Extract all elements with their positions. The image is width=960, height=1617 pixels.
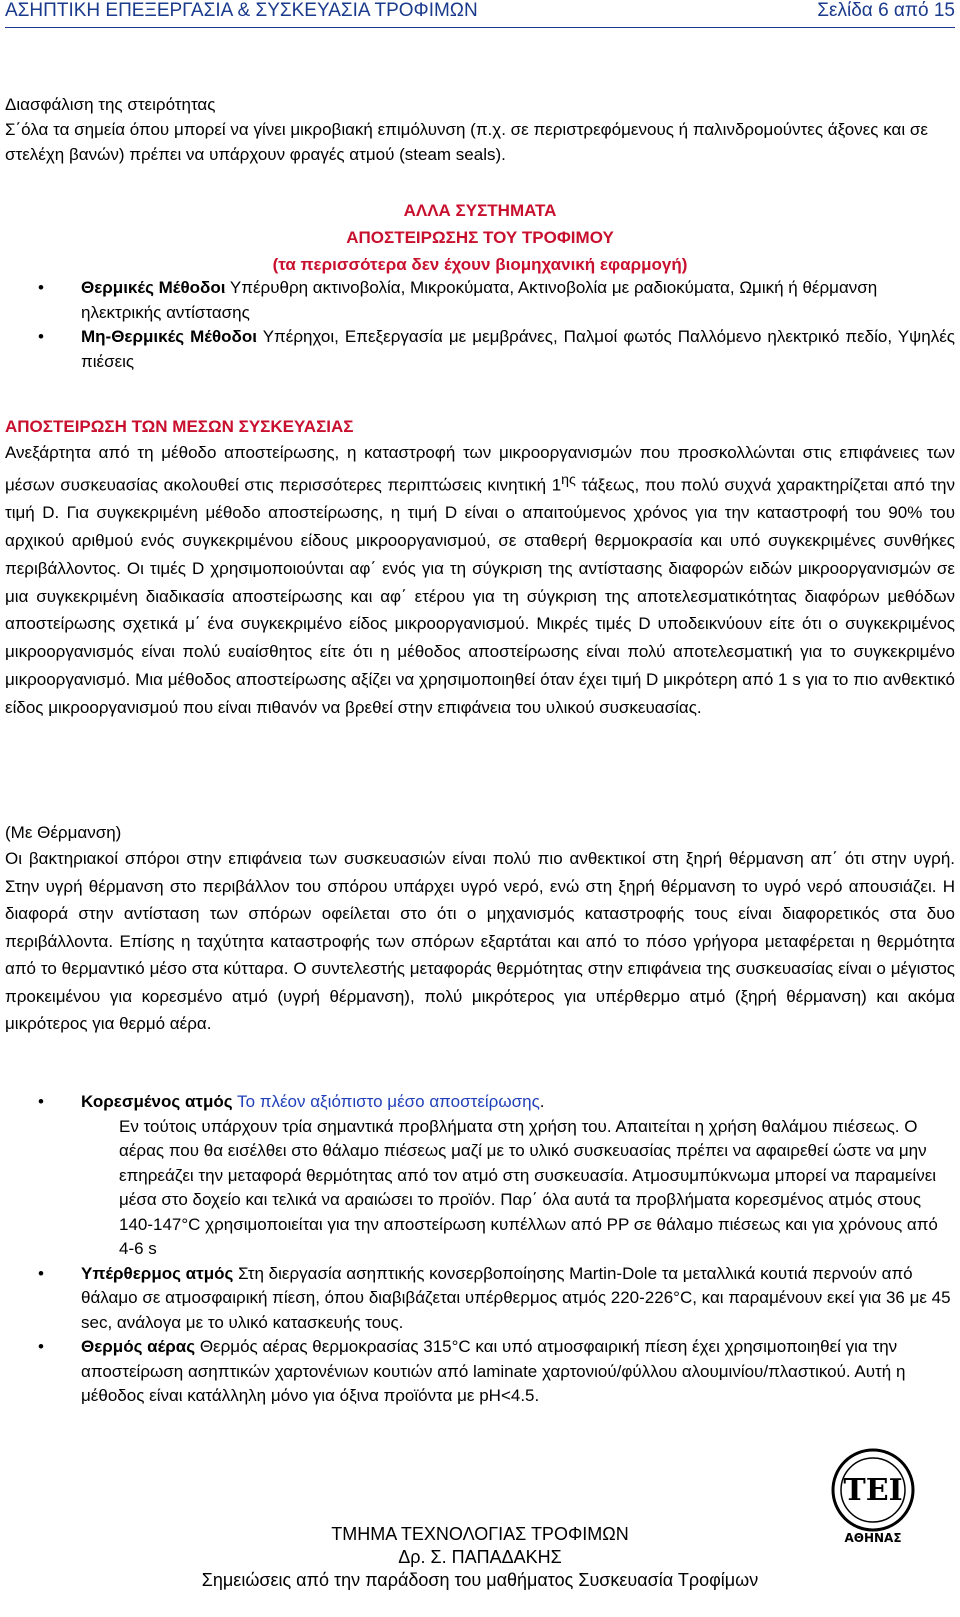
method-highlight: Το πλέον αξιόπιστο μέσο αποστείρωσης xyxy=(237,1092,540,1111)
list-item xyxy=(5,325,955,374)
page-footer xyxy=(5,1523,955,1592)
other-systems-subtitle: (τα περισσότερα δεν έχουν βιομηχανική εφαρμογή) xyxy=(272,255,688,274)
list-item xyxy=(5,1262,955,1336)
method-text: Θερμός αέρας θερμοκρασίας 315°C και υπό ατμοσφαιρική πίεση έχει χρησιμοποιηθεί για την αποστείρωση ασηπτικών χαρτονένιων κουτιών από laminate χαρτονιού/φύλλου αλουμινίου/πλαστικού. Αυτή η μέθοδος είναι κατάλληλη μόνο για όξινα προϊόντα με pH<4.5. xyxy=(81,1337,906,1405)
list-item xyxy=(5,1335,955,1409)
header-title: ΑΣΗΠΤΙΚΗ ΕΠΕΞΕΡΓΑΣΙΑ & ΣΥΣΚΕΥΑΣΙΑ ΤΡΟΦΙΜΩΝ xyxy=(5,0,478,21)
method-text: Στη διεργασία ασηπτικής κονσερβοποίησης Martin-Dole τα μεταλλικά κουτιά περνούν από θάλαμο σε ατμοσφαιρική πίεση, όπου διαβιβάζεται υπέρθερμος ατμός 220-226°C, και παραμένουν εκεί για 36 με 45 sec, ανάλογα με το υλικό κατασκευής τους. xyxy=(81,1263,951,1332)
methods-list xyxy=(5,1090,955,1409)
footer-line-3: Σημειώσεις από την παράδοση του μαθήματος Συσκευασία Τροφίμων xyxy=(201,1570,759,1590)
intro-heading: Διασφάλιση της στειρότητας xyxy=(5,95,216,114)
packaging-section xyxy=(5,414,955,722)
page-number: Σελίδα 6 από 15 xyxy=(817,0,955,21)
method-label: Θερμός αέρας xyxy=(81,1337,196,1356)
method-text: Υπέρηχοι, Επεξεργασία με μεμβράνες, Παλμοί φωτός Παλλόμενο ηλεκτρικό πεδίο, Υψηλές πιέσεις xyxy=(81,327,955,371)
intro-text: Σ΄όλα τα σημεία όπου μπορεί να γίνει μικροβιακή επιμόλυνση (π.χ. σε περιστρεφόμενους ή παλινδρομούντες άξονες και σε στελέχη βανών) πρέπει να υπάρχουν φραγές ατμού (steam seals). xyxy=(5,120,928,164)
list-item xyxy=(5,1090,955,1262)
heating-label: (Με Θέρμανση) xyxy=(5,823,122,842)
page-header xyxy=(5,0,955,26)
method-label: Θερμικές Μέθοδοι xyxy=(81,278,226,297)
footer-line-2: Δρ. Σ. ΠΑΠΑΔΑΚΗΣ xyxy=(398,1547,562,1567)
other-systems-title xyxy=(5,197,955,278)
method-label: Κορεσμένος ατμός xyxy=(81,1092,233,1111)
logo-letters: ΤΕΙ xyxy=(843,1473,903,1508)
paragraph-text: τάξεως, που πολύ συχνά χαρακτηρίζεται από την τιμή D. Για συγκεκριμένη μέθοδο αποστείρωσης, η τιμή D είναι ο απαιτούμενος χρόνος για την καταστροφή του 90% του αρχικού αριθμού ενός συγκεκριμένου είδους μικροοργανισμού, σε σταθερή θερμοκρασία και υπό συγκεκριμένες συνθήκες περιβάλλοντος. Οι τιμές D χρησιμοποιούνται αφ΄ ενός για τη σύγκριση της αντίστασης διαφορών ειδών μικροοργανισμών σε μια συγκεκριμένη διαδικασία αποστείρωσης και αφ΄ ετέρου για τη σύγκριση της αποτελεσματικότητας διαφόρων μεθόδων αποστείρωσης σχετικά μ΄ ένα συγκεκριμένο είδος μικροοργανισμού. Μικρές τιμές D υποδεικνύουν είτε ότι ο συγκεκριμένος μικροοργανισμός είναι πολύ ευαίσθητος είτε ότι η μέθοδος αποστείρωσης είναι πολύ αποτελεσματική για το συγκεκριμένο μικροοργανισμό. Μια μέθοδος αποστείρωσης αξίζει να χρησιμοποιηθεί όταν έχει τιμή D μικρότερη από 1 s για το πιο ανθεκτικό είδος μικροοργανισμού που είναι πιθανόν να βρεθεί στην επιφάνεια του υλικού συσκευασίας. xyxy=(5,475,955,717)
packaging-heading: ΑΠΟΣΤΕΙΡΩΣΗ ΤΩΝ ΜΕΣΩΝ ΣΥΣΚΕΥΑΣΙΑΣ xyxy=(5,417,354,436)
heating-paragraph: Οι βακτηριακοί σπόροι στην επιφάνεια των συσκευασιών είναι πολύ πιο ανθεκτικοί στη ξηρή θέρμανση απ΄ ότι στην υγρή. Στην υγρή θέρμανση στο περιβάλλον του σπόρου υπάρχει υγρό νερό, ενώ στη ξηρή θέρμανση το υγρό νερό απουσιάζει. Η διαφορά στην αντίσταση των σπόρων οφείλεται στο ότι ο μηχανισμός καταστροφής τους είναι διαφορετικός στα δυο περιβάλλοντα. Επίσης η ταχύτητα καταστροφής των σπόρων εξαρτάται και από το πόσο γρήγορα μεταφέρεται η θερμότητα από το θερμαντικό μέσο στα κύτταρα. Ο συντελεστής μεταφοράς θερμότητας στην επιφάνεια της συσκευασίας είναι ο μέγιστος προκειμένου για κορεσμένο ατμό (υγρή θέρμανση), πολύ μικρότερος για υπέρθερμο ατμό (ξηρή θέρμανση) και ακόμα μικρότερος για θερμό αέρα. xyxy=(5,849,955,1033)
packaging-paragraph-1 xyxy=(5,439,955,722)
method-label: Μη-Θερμικές Μέθοδοι xyxy=(81,327,257,346)
footer-line-1: ΤΜΗΜΑ ΤΕΧΝΟΛΟΓΙΑΣ ΤΡΟΦΙΜΩΝ xyxy=(331,1524,629,1544)
method-label: Υπέρθερμος ατμός xyxy=(81,1263,234,1283)
logo-subtext: ΑΘΗΝΑΣ xyxy=(844,1531,902,1545)
other-systems-title-2: ΑΠΟΣΤΕΙΡΩΣΗΣ ΤΟΥ ΤΡΟΦΙΜΟΥ xyxy=(346,228,614,247)
list-item xyxy=(5,276,955,325)
heating-section xyxy=(5,820,955,1038)
header-rule xyxy=(5,27,955,28)
method-text: Εν τούτοις υπάρχουν τρία σημαντικά προβλήματα στη χρήση του. Απαιτείται η χρήση θαλάμου πιέσεως. Ο αέρας που θα εισέλθει στο θάλαμο πιέσεως μαζί με το υλικό συσκευασίας πρέπει να αφαιρεθεί ώστε να μην επηρεάζει την μεταφορά θερμότητας από τον ατμό στη συσκευασία. Ατμοσυμπύκνωμα μπορεί να παραμείνει μέσα στο δοχείο και τελικά να αραιώσει το προϊόν. Παρ΄ όλα αυτά τα προβλήματα κορεσμένος ατμός στους 140-147°C χρησιμοποιείται για την αποστείρωση κυπέλλων από PP σε θάλαμο πιέσεως και για χρόνους από 4-6 s xyxy=(119,1116,938,1258)
other-systems-list xyxy=(5,276,955,374)
method-tail: . xyxy=(539,1092,545,1111)
superscript: ης xyxy=(561,471,576,488)
intro-section xyxy=(5,92,955,167)
other-systems-title-1: ΑΛΛΑ ΣΥΣΤΗΜΑΤΑ xyxy=(403,201,557,220)
paragraph-text: Ανεξάρτητα από τη μέθοδο αποστείρωσης, η καταστροφή των μικροοργανισμών που προσκολλώνται στις επιφάνειες των μέσων συσκευασίας ακολουθεί στις περισσότερες περιπτώσεις κινητική 1 xyxy=(5,443,955,495)
method-text: Υπέρυθρη ακτινοβολία, Μικροκύματα, Ακτινοβολία με ραδιοκύματα, Ωμική ή θέρμανση ηλεκτρικής αντίστασης xyxy=(81,278,878,322)
